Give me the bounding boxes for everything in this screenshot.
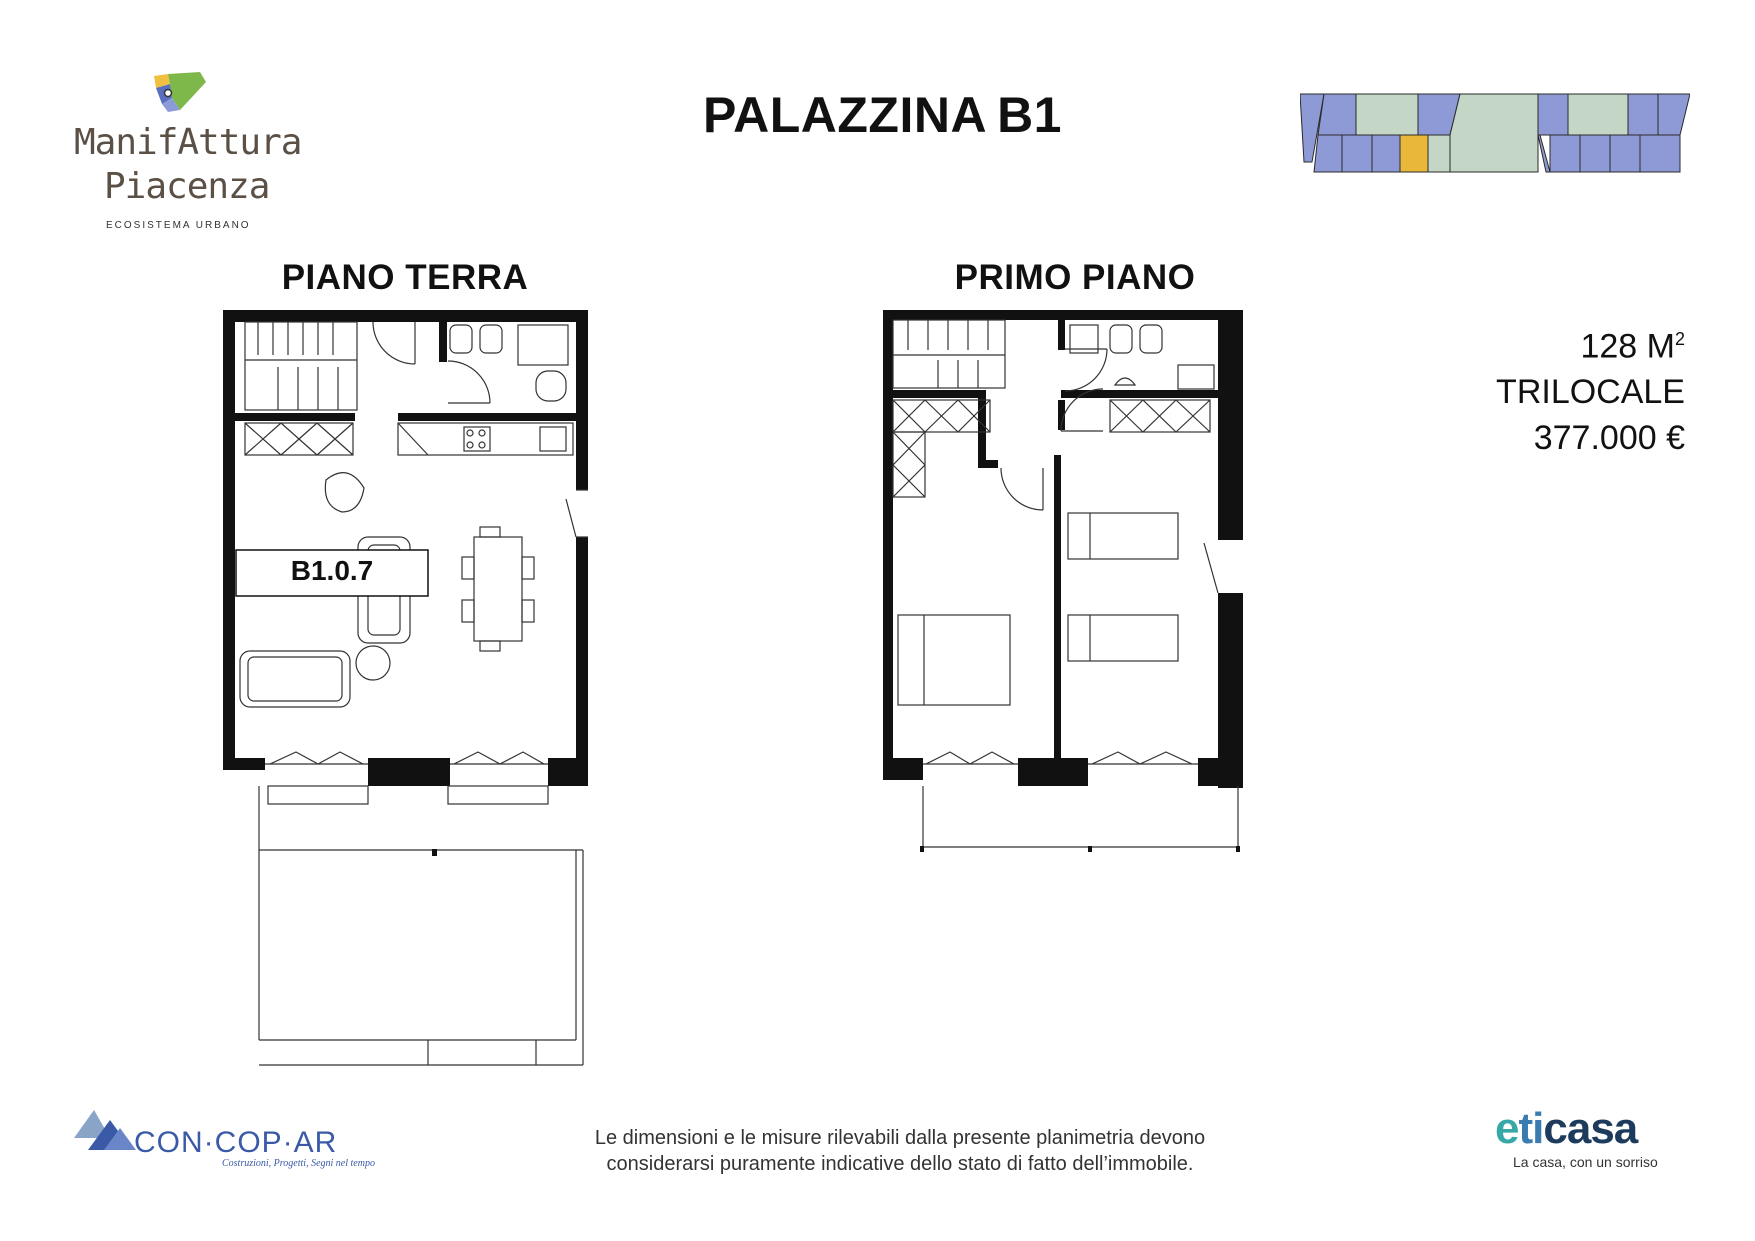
brand-name-line2: Piacenza bbox=[104, 166, 270, 207]
concopar-logo bbox=[74, 1108, 394, 1168]
eticasa-casa: casa bbox=[1543, 1104, 1638, 1153]
unit-label: B1.0.7 bbox=[290, 555, 374, 586]
brand-name-line1: ManifAttura bbox=[74, 122, 302, 163]
ground-floor-plan bbox=[218, 305, 618, 1095]
key-plan bbox=[1300, 92, 1690, 180]
title-prefix: PALAZZINA bbox=[702, 87, 988, 143]
key-plan-selected-unit bbox=[1400, 135, 1428, 172]
eticasa-logo bbox=[1495, 1104, 1695, 1170]
key-plan-units bbox=[1300, 94, 1690, 172]
disclaimer-line1: Le dimensioni e le misure rilevabili dalla presente planimetria devono bbox=[594, 1127, 1206, 1149]
title-code: B1 bbox=[997, 87, 1062, 143]
brand-tagline: ECOSISTEMA URBANO bbox=[106, 220, 251, 231]
eticasa-e: e bbox=[1495, 1104, 1519, 1153]
eticasa-ti: ti bbox=[1518, 1104, 1544, 1153]
first-floor-plan bbox=[878, 305, 1248, 865]
eticasa-tagline: La casa, con un sorriso bbox=[1513, 1154, 1658, 1170]
disclaimer-line2: considerarsi puramente indicative dello stato di fatto dell’immobile. bbox=[606, 1153, 1194, 1175]
unit-area-sup: 2 bbox=[1674, 329, 1685, 349]
eticasa-wordmark bbox=[1495, 1104, 1637, 1154]
unit-price: 377.000 € bbox=[1533, 419, 1685, 458]
ground-floor-title: PIANO TERRA bbox=[281, 258, 529, 297]
unit-area bbox=[1496, 316, 1685, 369]
unit-area-value: 128 M bbox=[1580, 327, 1675, 366]
disclaimer bbox=[490, 1125, 1310, 1177]
first-floor-title: PRIMO PIANO bbox=[954, 258, 1196, 297]
unit-specs bbox=[1496, 316, 1685, 461]
concopar-name: CON·COP·AR bbox=[134, 1126, 338, 1159]
concopar-tagline: Costruzioni, Progetti, Segni nel tempo bbox=[222, 1158, 375, 1169]
unit-type: TRILOCALE bbox=[1496, 373, 1685, 412]
